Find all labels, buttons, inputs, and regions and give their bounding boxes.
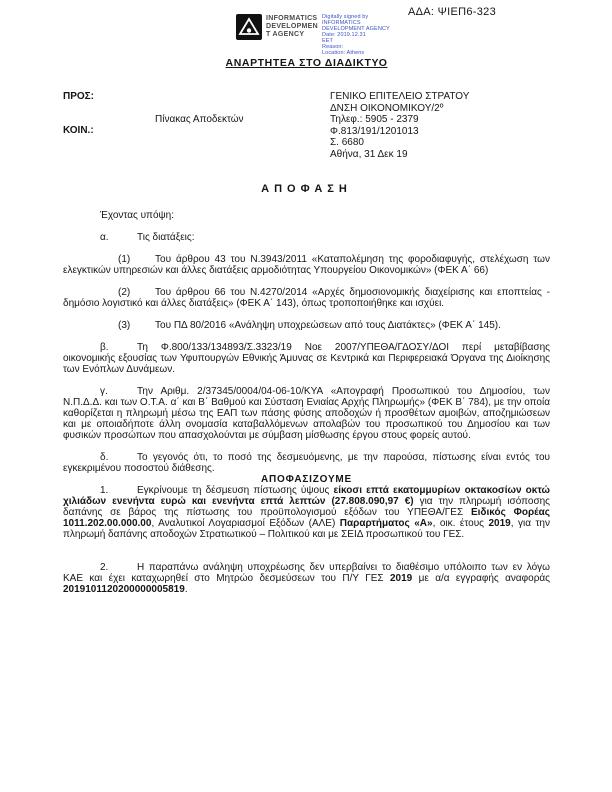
signature-details [322, 14, 400, 56]
text: Του άρθρου 66 του Ν.4270/2014 «Αρχές δημοσιονομικής διαχείρισης και εποπτείας - δημόσιο λογιστικό και άλλες διατάξεις» (ΦΕΚ Α΄ 143), όπως τροποποιήθηκε και ισχύει. [63, 287, 550, 309]
signature-line: DEVELOPMENT AGENCY [322, 26, 390, 32]
text: Του άρθρου 43 του Ν.3943/2011 «Καταπολέμηση της φοροδιαφυγής, στελέχωση των ελεγκτικών υπηρεσιών και άλλες διατάξεις αρμοδιότητας Υπουργείου Οικονομικών» (ΦΕΚ Α΄ 66) [63, 254, 550, 276]
text: Έχοντας υπόψη: [100, 210, 174, 221]
paragraph-3 [63, 287, 550, 309]
text: , για την πληρωμή δαπάνης αποδοχών Στρατιωτικού – Πολιτικού και με ΣΕΙΔ προσωπικού του ΓΕΣ. [63, 518, 550, 540]
paragraph-10 [63, 562, 550, 595]
text: Εγκρίνουμε τη δέσμευση πίστωσης ύψους [137, 485, 334, 496]
text: Το γεγονός ότι, το ποσό της δεσμευόμενης, με την παρούσα, πίστωσης είναι εντός του εγκεκριμένου ποσοστού διάθεσης. [63, 452, 550, 474]
text: Τις διατάξεις: [137, 232, 195, 243]
bold-text: είκοσι επτά εκατομμυρίων οκτακοσίων οκτώ χιλιάδων ενενήντα ευρώ και ενενήντα επτά λεπτών (27.808.090,97 €) [63, 485, 551, 507]
issuer-line-protocol: Φ.813/191/1201013 [330, 125, 419, 137]
paragraph-8 [63, 474, 550, 485]
issuer-line-date: Αθήνα, 31 Δεκ 19 [330, 148, 408, 160]
bold-text: Ειδικός Φορέας 1011.202.00.000.00 [63, 507, 550, 529]
to-label: ΠΡΟΣ: [63, 91, 95, 102]
signature-line: Digitally signed by [322, 14, 369, 20]
paragraph-marker: (3) [118, 320, 131, 331]
address-block [63, 91, 550, 161]
issuer-line-phone: Τηλεφ.: 5905 - 2379 [330, 114, 419, 125]
paragraph-marker: 1. [100, 485, 109, 496]
paragraph-7 [63, 452, 550, 474]
paragraph-2 [63, 254, 550, 276]
paragraph-6 [63, 386, 550, 441]
text: Η παραπάνω ανάληψη υποχρέωσης δεν υπερβαίνει το διαθέσιμο υπόλοιπο των εν λόγω ΚΑΕ και έχει καταχωρηθεί στο Μητρώο δεσμεύσεων του Π/Υ ΓΕΣ [63, 562, 550, 584]
paragraph-marker: (2) [118, 287, 131, 298]
text: Τη Φ.800/133/134893/Σ.3323/19 Νοε 2007/ΥΠΕΘΑ/ΓΔΟΣΥ/ΔΟΙ περί μεταβίβασης οικονομικής εξουσίας των Υφυπουργών Εθνικής Άμυνας σε Κεντρικά και Περιφερειακά Όργανα της Διοίκησης των Ενόπλων Δυνάμεων. [63, 342, 550, 375]
signature-line: Reason: [322, 44, 344, 50]
bold-text: Παραρτήματος «Α» [339, 518, 433, 529]
paragraph-9 [63, 485, 550, 540]
agency-name [266, 14, 318, 39]
digital-signature-stamp [236, 14, 400, 56]
text: ΑΠΟΦΑΣΙΖΟΥΜΕ [260, 474, 353, 485]
agency-name-line: DEVELOPMEN [266, 23, 319, 30]
paragraph-marker: δ. [100, 452, 109, 463]
informatics-agency-logo [236, 14, 262, 40]
issuer-line-directorate: ΔΝΣΗ ΟΙΚΟΝΟΜΙΚΟΥ/2º [330, 102, 444, 114]
ada-code: ΑΔΑ: ΨΙΕΠ6-323 [408, 6, 496, 18]
cc-label: ΚΟΙΝ.: [63, 125, 94, 136]
bold-text: 2019101120200000005819 [63, 584, 185, 595]
agency-name-line: INFORMATICS [266, 15, 318, 22]
text: για την πληρωμή ισόποσης δαπάνης σε βάρος της πίστωσης του προϋπολογισμού εξόδων του ΥΠΕΘΑ/ΓΕΣ [63, 496, 551, 518]
paragraph-marker: (1) [118, 254, 131, 265]
bold-text: 2019 [390, 573, 413, 584]
issuer-details [330, 91, 469, 160]
text: με α/α εγγραφής αναφοράς [412, 573, 550, 584]
signature-line: Location: Athens [322, 50, 365, 56]
text: , οικ. έτους [432, 518, 489, 529]
recipients-note: Πίνακας Αποδεκτών [155, 114, 244, 125]
signature-line: INFORMATICS [322, 20, 361, 26]
text: Του ΠΔ 80/2016 «Ανάληψη υποχρεώσεων από τους Διατάκτες» (ΦΕΚ Α΄ 145). [155, 320, 501, 331]
text: . [184, 584, 188, 595]
agency-name-line: T AGENCY [266, 31, 305, 38]
publication-header: ΑΝΑΡΤΗΤΕΑ ΣΤΟ ΔΙΑΔΙΚΤΥΟ [225, 57, 388, 69]
paragraph-marker: α. [100, 232, 109, 243]
text: Την Αριθμ. 2/37345/0004/04-06-10/ΚΥΑ «Απογραφή Προσωπικού του Δημοσίου, των Ν.Π.Δ.Δ. και των Ο.Τ.Α. α΄ και Β΄ Βαθμού και Σύσταση Ενιαίας Αρχής Πληρωμής» (ΦΕΚ Β΄ 784), με την οποία καθορίζεται η πληρωμή μέσω της ΕΑΠ των πάσης φύσης αποδοχών ή προσθέτων αμοιβών, αποζημιώσεων και με οποιαδήποτε άλλη ονομασία καταβαλλόμενων απολαβών του προσωπικού του Δημοσίου και των φυσικών προσώπων που απασχολούνται με σύμβαση μίσθωσης έργου στους φορείς αυτού. [63, 386, 550, 441]
decision-title: ΑΠΟΦΑΣΗ [261, 183, 352, 195]
signature-line: EET [322, 38, 334, 44]
paragraph-1 [63, 232, 550, 243]
paragraph-marker: β. [100, 342, 109, 353]
issuer-line-serial: Σ. 6680 [330, 137, 364, 148]
signature-line: Date: 2019.12.31 [322, 32, 366, 38]
paragraph-4 [63, 320, 550, 331]
paragraph-marker: γ. [100, 386, 108, 397]
paragraph-0 [63, 210, 550, 221]
paragraph-5 [63, 342, 550, 375]
issuer-line-unit: ΓΕΝΙΚΟ ΕΠΙΤΕΛΕΙΟ ΣΤΡΑΤΟΥ [330, 91, 470, 102]
paragraph-marker: 2. [100, 562, 109, 573]
document-body [63, 210, 550, 595]
bold-text: 2019 [488, 518, 511, 529]
text: , Αναλυτικοί Λογαριασμοί Εξόδων (ΑΛΕ) [151, 518, 340, 529]
